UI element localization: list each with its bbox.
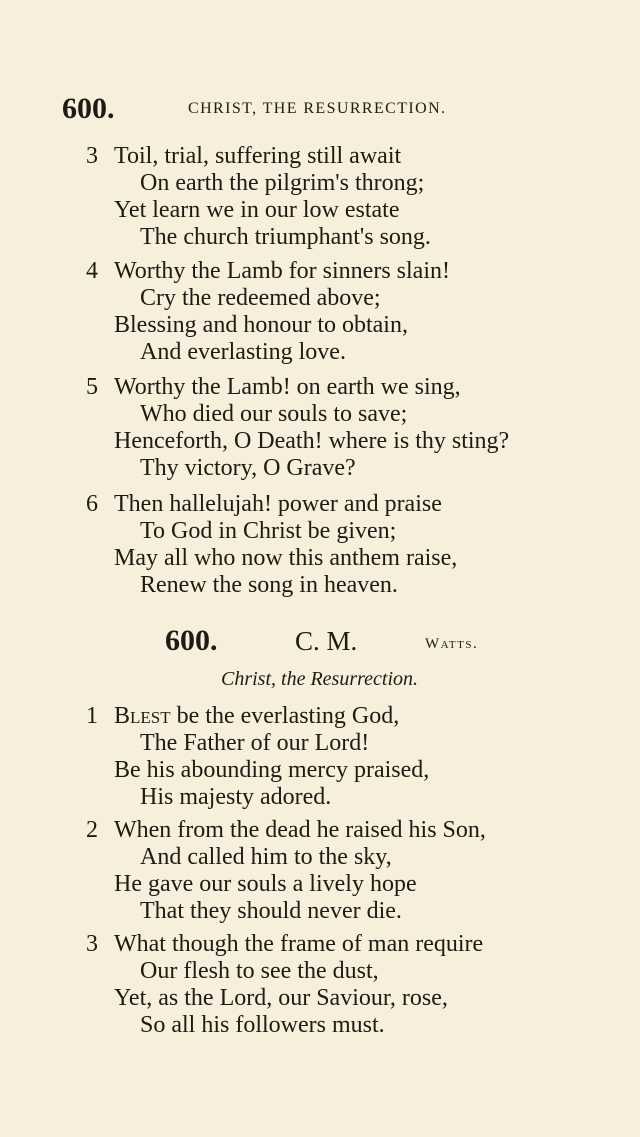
first-word: Blest (114, 703, 171, 729)
verse-number: 2 (86, 817, 98, 843)
verse-number: 6 (86, 491, 98, 517)
verse-line: He gave our souls a lively hope (114, 871, 417, 897)
verse-line: Be his abounding mercy praised, (114, 757, 430, 783)
hymn-header (0, 624, 640, 664)
verse-line: Toil, trial, suffering still await (114, 143, 402, 169)
verse-line: Thy victory, O Grave? (140, 455, 356, 481)
verse-line: Our flesh to see the dust, (140, 958, 379, 984)
verse-line: Then hallelujah! power and praise (114, 491, 442, 517)
verse-number: 5 (86, 374, 98, 400)
hymn-subtitle: Christ, the Resurrection. (221, 668, 419, 690)
verse-line: Worthy the Lamb! on earth we sing, (114, 374, 461, 400)
verse-line: Blessing and honour to obtain, (114, 312, 408, 338)
verse-line: Yet learn we in our low estate (114, 197, 400, 223)
first-line-rest: be the everlasting God, (176, 703, 400, 729)
hymn-number: 600. (165, 624, 218, 657)
verse-number: 3 (86, 931, 98, 957)
verse-line: Cry the redeemed above; (140, 285, 381, 311)
verse-line: Who died our souls to save; (140, 401, 408, 427)
verse-line: Renew the song in heaven. (140, 572, 398, 598)
verse-line: That they should never die. (140, 898, 402, 924)
verse-line: And everlasting love. (140, 339, 346, 365)
verse-line: When from the dead he raised his Son, (114, 817, 486, 843)
verse-number: 4 (86, 258, 98, 284)
verse-line: And called him to the sky, (140, 844, 392, 870)
verse-line: Henceforth, O Death! where is thy sting? (114, 428, 510, 454)
verse-line: The Father of our Lord! (140, 730, 370, 756)
verse-line: His majesty adored. (140, 784, 332, 810)
verse-line: So all his followers must. (140, 1012, 385, 1038)
verse-line: Worthy the Lamb for sinners slain! (114, 258, 450, 284)
verse-line: The church triumphant's song. (140, 224, 431, 250)
verse-line: What though the frame of man require (114, 931, 484, 957)
verse-line: May all who now this anthem raise, (114, 545, 458, 571)
verse-line: Yet, as the Lord, our Saviour, rose, (114, 985, 448, 1011)
hymn-author: Watts. (425, 636, 479, 652)
running-head (62, 92, 622, 126)
running-head-number: 600. (62, 92, 115, 125)
verse-line (114, 703, 399, 730)
verse-line: On earth the pilgrim's throng; (140, 170, 425, 196)
hymn-meter: C. M. (295, 626, 358, 656)
verse-number: 3 (86, 143, 98, 169)
verse-line: To God in Christ be given; (140, 518, 397, 544)
verse-number: 1 (86, 703, 98, 729)
running-head-title: CHRIST, THE RESURRECTION. (188, 100, 447, 117)
